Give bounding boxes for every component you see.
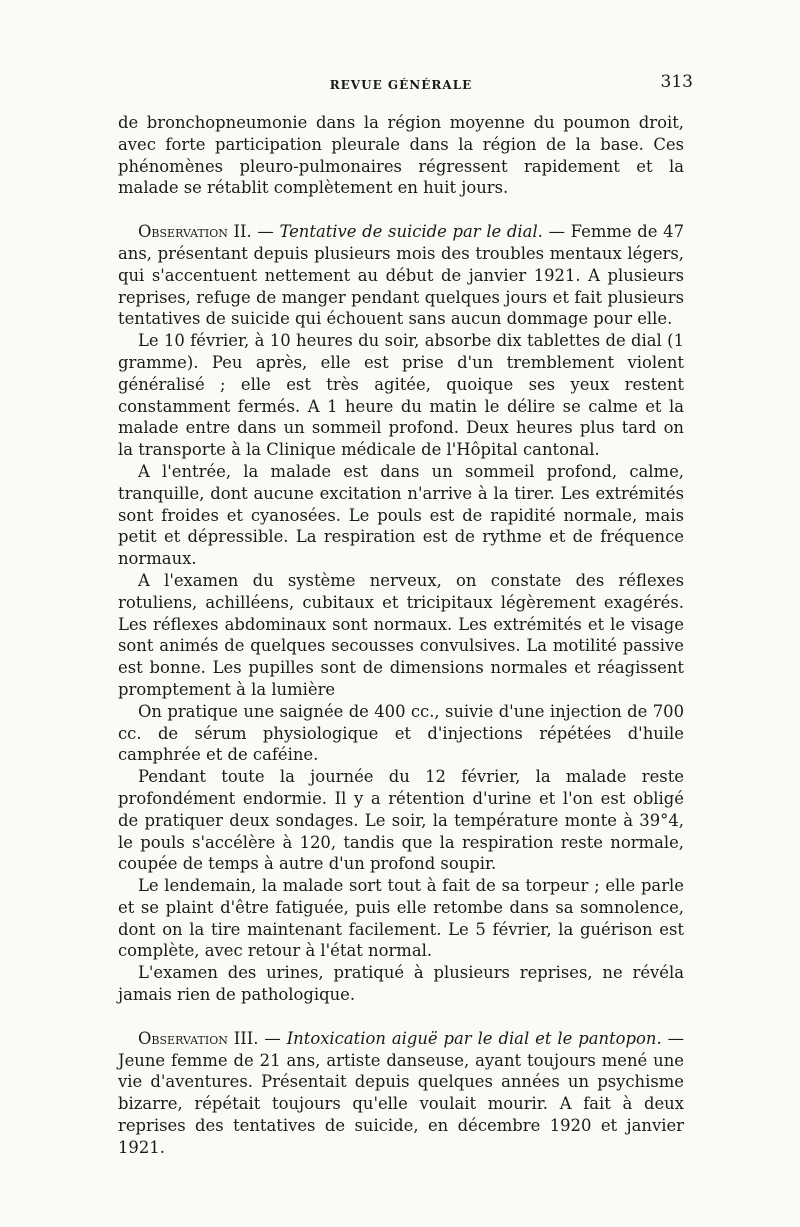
observation-text: Femme de 47 ans, présentant depuis plusieurs mois des troubles mentaux légers, qui s'accentuent nettement au début de janvier 1921. A plusieurs reprises, refuge de manger pendant quelques jours et fait plusieurs tentatives de suicide qui échouent sans aucun dommage pour elle.	[118, 222, 685, 329]
observation-heading: Observation III.	[138, 1028, 259, 1048]
paragraph: A l'examen du système nerveux, on constate des réflexes rotuliens, achilléens, cubitaux et tricipitaux légèrement exagérés. Les réflexes abdominaux sont normaux. Les extrémités et le visage sont animés de quelques secousses convulsives. La motilité passive est bonne. Les pupilles sont de dimensions normales et réagissent promptement à la lumière	[118, 570, 684, 699]
dash: —	[258, 1028, 287, 1048]
observation-title: Tentative de suicide par le dial.	[279, 222, 543, 242]
paragraph: Le lendemain, la malade sort tout à fait de sa torpeur ; elle parle et se plaint d'être fatiguée, puis elle retombe dans sa somnolence, dont on la tire maintenant facilement. Le 5 février, la guérison est complète, avec retour à l'état normal.	[118, 876, 684, 961]
observation-text: Jeune femme de 21 ans, artiste danseuse, ayant toujours mené une vie d'aventures. Présentait depuis quelques années un psychisme bizarre, répétait toujours qu'elle voulait mourir. A fait à deux reprises des tentatives de suicide, en décembre 1920 et janvier 1921.	[118, 1050, 684, 1157]
paragraph: Le 10 février, à 10 heures du soir, absorbe dix tablettes de dial (1 gramme). Peu après, elle est prise d'un tremblement violent généralisé ; elle est très agitée, quoique ses yeux restent constamment fermés. A 1 heure du matin le délire se calme et la malade entre dans un sommeil profond. Deux heures plus tard on la transporte à la Clinique médicale de l'Hôpital cantonal.	[118, 331, 684, 460]
paragraph: Pendant toute la journée du 12 février, la malade reste profondément endormie. Il y a rétention d'urine et l'on est obligé de pratiquer deux sondages. Le soir, la température monte à 39°4, le pouls s'accélère à 120, tandis que la respiration reste normale, coupée de temps à autre d'un profond soupir.	[118, 767, 684, 874]
paragraph: A l'entrée, la malade est dans un sommeil profond, calme, tranquille, dont aucune excitation n'arrive à la tirer. Les extrémités sont froides et cyanosées. Le pouls est de rapidité normale, mais petit et dépressible. La respiration est de rythme et de fréquence normaux.	[118, 461, 684, 569]
observation-heading: Observation II.	[138, 222, 252, 242]
running-title: REVUE GÉNÉRALE	[329, 78, 473, 92]
page-number: 313	[660, 72, 693, 92]
section-spacer	[118, 1006, 684, 1028]
paragraph: L'examen des urines, pratiqué à plusieurs reprises, ne révéla jamais rien de pathologique.	[118, 963, 684, 1005]
observation-paragraph	[118, 221, 684, 330]
paragraph: On pratique une saignée de 400 cc., suivie d'une injection de 700 cc. de sérum physiologique et d'injections répétées d'huile camphrée et de caféine.	[118, 701, 684, 765]
dash: —	[251, 222, 280, 242]
observation-title: Intoxication aiguë par le dial et le pantopon.	[286, 1028, 662, 1048]
paragraph: de bronchopneumonie dans la région moyenne du poumon droit, avec forte participation pleurale dans la région de la base. Ces phénomènes pleuro-pulmonaires régressent rapidement et la malade se rétablit complètement en huit jours.	[118, 113, 684, 198]
section-spacer	[118, 199, 684, 221]
dash: —	[542, 222, 571, 242]
observation-paragraph	[118, 1028, 684, 1159]
dash: —	[661, 1028, 684, 1048]
body-text	[118, 112, 684, 1159]
